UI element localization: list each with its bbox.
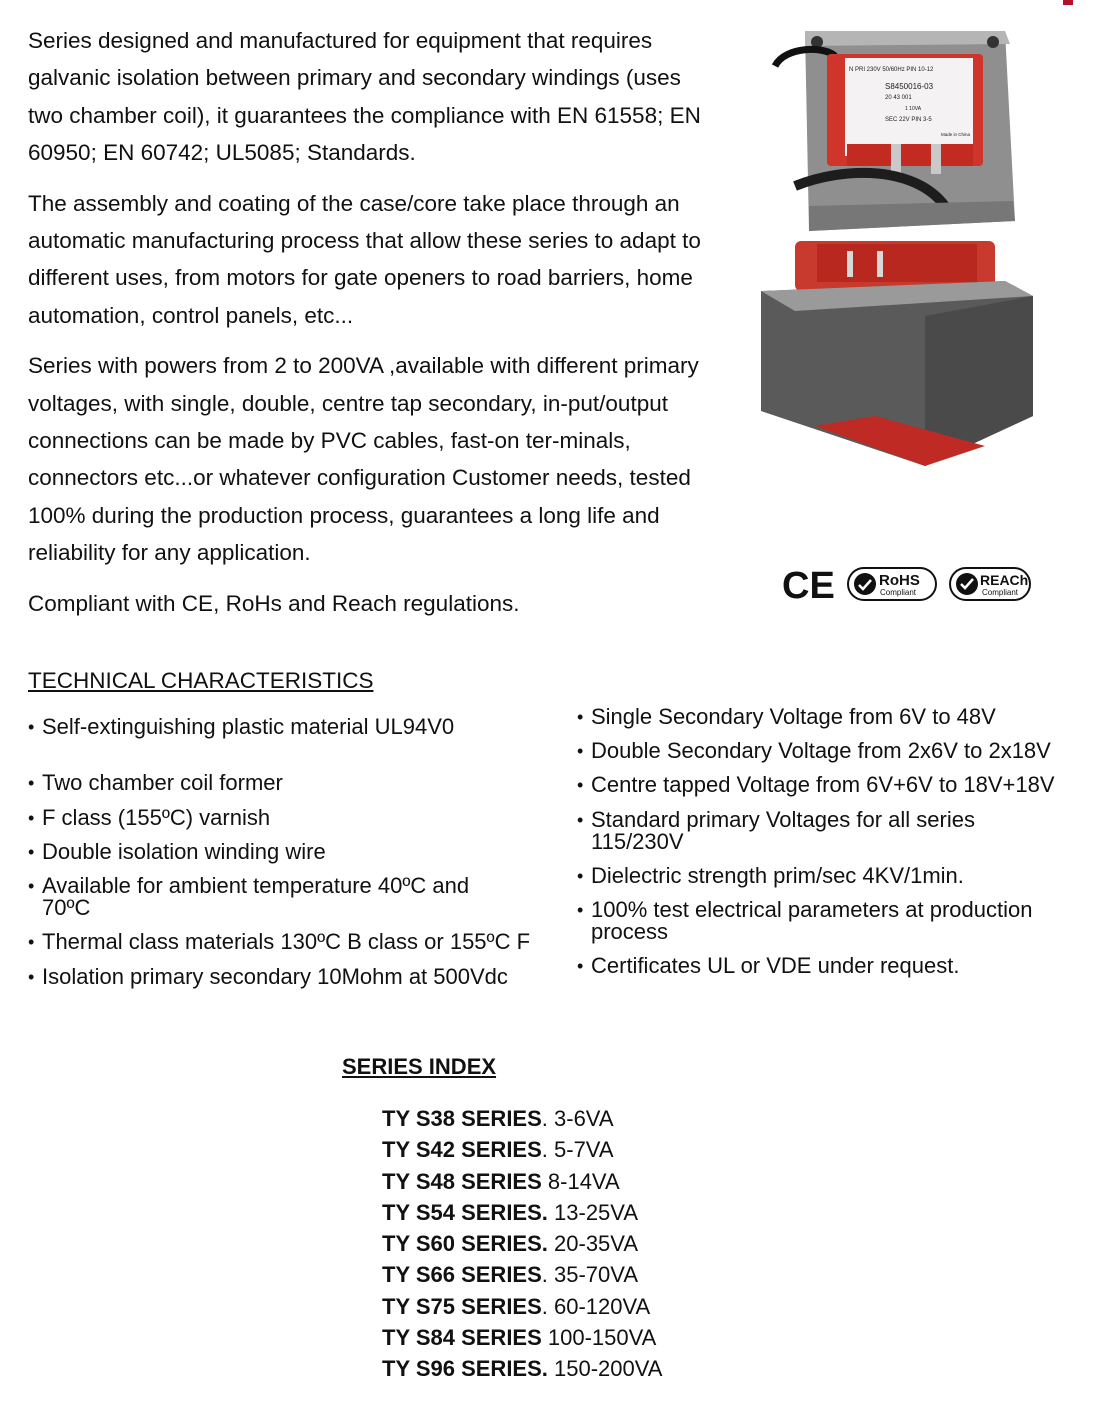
certification-logos [782,562,1042,606]
list-item: • F class (155ºC) varnish [28,807,270,829]
transformer-photo [755,26,1065,476]
reach-label: REACh [980,572,1029,588]
corner-mark [1063,0,1073,5]
technical-characteristics-title: TECHNICAL CHARACTERISTICS [28,668,374,693]
series-index-title: SERIES INDEX [342,1054,497,1079]
list-item: • Available for ambient temperature 40ºC and 70ºC [28,875,522,919]
photo-label-line6: Made in China [941,132,971,137]
series-item: TY S54 SERIES. 13-25VA [382,1199,639,1225]
list-item: • Centre tapped Voltage from 6V+6V to 18V+18V [577,774,1055,796]
list-item: • Thermal class materials 130ºC B class or 155ºC F [28,931,530,953]
list-item: • 100% test electrical parameters at production process [577,899,1086,943]
list-item: • Double Secondary Voltage from 2x6V to 2x18V [577,740,1051,762]
photo-label-line5: SEC 22V PIN 3-5 [885,117,932,123]
series-item: TY S84 SERIES 100-150VA [382,1325,657,1351]
rohs-sublabel: Compliant [880,588,917,597]
ce-mark: CE [782,565,835,606]
series-item: TY S96 SERIES. 150-200VA [382,1356,663,1382]
intro-paragraph-1: Series designed and manufactured for equipment that requires galvanic isolation between primary and secondary windings (uses two chamber coil), it guarantees the compliance with EN 61558; EN 60950; EN 60742; UL5085; Standards. [28,28,701,166]
list-item: • Dielectric strength prim/sec 4KV/1min. [577,865,964,887]
intro-text [28,22,708,635]
photo-label-line1: N PRI 230V 50/60Hz PIN 10-12 [849,67,934,73]
photo-label-line2: S8450016-03 [885,82,934,91]
series-item: TY S42 SERIES. 5-7VA [382,1137,614,1163]
list-item: • Two chamber coil former [28,772,283,794]
reach-badge [950,568,1030,600]
series-item: TY S66 SERIES. 35-70VA [382,1262,638,1288]
list-item: • Self-extinguishing plastic material UL94V0 [28,716,454,738]
photo-label-line4: 1 10VA [905,106,922,112]
series-item: TY S38 SERIES. 3-6VA [382,1106,614,1131]
series-item: TY S48 SERIES 8-14VA [382,1168,620,1194]
photo-label-line3: 20 43 001 [885,95,912,101]
intro-paragraph-4: Compliant with CE, RoHs and Reach regulations. [28,590,520,616]
reach-sublabel: Compliant [982,588,1019,597]
list-item: • Certificates UL or VDE under request. [577,955,959,977]
series-item: TY S75 SERIES. 60-120VA [382,1293,651,1319]
list-item: • Double isolation winding wire [28,841,326,863]
list-item: • Standard primary Voltages for all series 115/230V [577,809,1011,853]
list-item: • Isolation primary secondary 10Mohm at 500Vdc [28,966,508,988]
rohs-badge [848,568,936,600]
intro-paragraph-3: Series with powers from 2 to 200VA ,available with different primary voltages, with single, double, centre tap secondary, in-put/output connections can be made by PVC cables, fast-on ter-minals, connectors etc...or whatever configuration Customer needs, tested 100% during the production process, guarantees a long life and reliability for any application. [28,353,699,566]
list-item: • Single Secondary Voltage from 6V to 48V [577,706,996,728]
series-item: TY S60 SERIES. 20-35VA [382,1231,639,1257]
intro-paragraph-2: The assembly and coating of the case/core take place through an automatic manufacturing process that allow these series to adapt to different uses, from motors for gate openers to road barriers, home automation, control panels, etc... [28,190,701,328]
rohs-label: RoHS [879,572,920,589]
series-index-list [382,1105,662,1387]
